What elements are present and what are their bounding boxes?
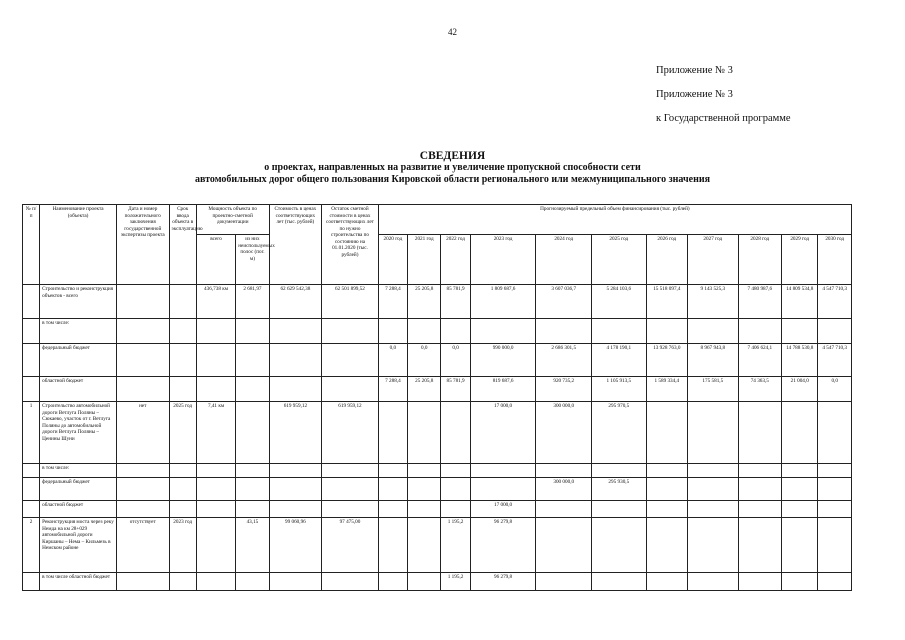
year-value-cell xyxy=(688,318,739,343)
year-value-cell: 1 195,2 xyxy=(441,518,470,573)
year-value-cell xyxy=(408,500,441,517)
document-title: СВЕДЕНИЯ xyxy=(419,150,486,162)
year-value-cell: 13 928 763,0 xyxy=(646,343,687,377)
document-subtitle-2: автомобильных дорог общего пользования Кировской области регионального или межмуниципального значения xyxy=(195,174,710,185)
year-value-cell: 7 406 624,1 xyxy=(738,343,781,377)
term-cell xyxy=(169,318,196,343)
year-value-cell: 7 288,4 xyxy=(378,377,407,402)
year-value-cell: 1 809 687,6 xyxy=(470,285,536,319)
header-term: Срок ввода объекта в эксплуатацию xyxy=(169,205,196,285)
year-value-cell: 9 143 525,3 xyxy=(688,285,739,319)
project-name: областной бюджет xyxy=(40,377,117,402)
term-cell xyxy=(169,377,196,402)
appendix-line-2: Приложение № 3 xyxy=(656,89,733,100)
year-value-cell xyxy=(646,500,687,517)
year-value-cell: 175 581,5 xyxy=(688,377,739,402)
project-name: в том числе: xyxy=(40,463,117,477)
table-row xyxy=(23,285,852,319)
year-value-cell xyxy=(738,500,781,517)
year-value-cell xyxy=(738,402,781,464)
table-row xyxy=(23,478,852,501)
year-value-cell xyxy=(738,518,781,573)
capacity-unused-cell xyxy=(236,377,269,402)
year-value-cell xyxy=(592,518,647,573)
table-row xyxy=(23,463,852,477)
remaining-cell xyxy=(322,343,379,377)
year-value-cell: 920 735,2 xyxy=(536,377,592,402)
year-2023: 2023 год xyxy=(470,235,536,285)
appendix-line-1: Приложение № 3 xyxy=(656,65,733,76)
year-value-cell: 1 589 334,4 xyxy=(646,377,687,402)
capacity-unused-cell xyxy=(236,463,269,477)
remaining-cell xyxy=(322,500,379,517)
cost-cell xyxy=(269,463,322,477)
cost-cell xyxy=(269,500,322,517)
remaining-cell xyxy=(322,463,379,477)
year-2027: 2027 год xyxy=(688,235,739,285)
appendix-line-3: к Государственной программе xyxy=(656,113,791,124)
row-number xyxy=(23,343,40,377)
capacity-total-cell xyxy=(196,463,235,477)
table-row xyxy=(23,573,852,591)
capacity-total-cell xyxy=(196,318,235,343)
term-cell: 2023 год xyxy=(169,518,196,573)
year-value-cell: 25 205,8 xyxy=(408,377,441,402)
year-value-cell: 7 288,4 xyxy=(378,285,407,319)
year-value-cell: 0,0 xyxy=(818,377,852,402)
year-value-cell: 17 000,0 xyxy=(470,500,536,517)
year-value-cell xyxy=(782,402,818,464)
remaining-cell: 619 959,12 xyxy=(322,402,379,464)
year-value-cell: 2 686 301,5 xyxy=(536,343,592,377)
year-value-cell xyxy=(738,463,781,477)
capacity-unused-cell xyxy=(236,500,269,517)
cost-cell xyxy=(269,573,322,591)
project-name: областной бюджет xyxy=(40,500,117,517)
remaining-cell xyxy=(322,478,379,501)
year-value-cell xyxy=(592,318,647,343)
year-value-cell xyxy=(646,478,687,501)
row-number xyxy=(23,318,40,343)
year-value-cell xyxy=(782,463,818,477)
year-value-cell: 21 004,0 xyxy=(782,377,818,402)
year-2025: 2025 год xyxy=(592,235,647,285)
year-value-cell: 15 518 097,4 xyxy=(646,285,687,319)
table-row xyxy=(23,318,852,343)
year-value-cell: 0,0 xyxy=(378,343,407,377)
year-value-cell: 4 547 710,3 xyxy=(818,285,852,319)
year-value-cell xyxy=(592,573,647,591)
document-subtitle-1: о проектах, направленных на развитие и увеличение пропускной способности сети xyxy=(264,162,641,173)
capacity-total-cell: 436,738 км xyxy=(196,285,235,319)
year-2024: 2024 год xyxy=(536,235,592,285)
expertise-cell xyxy=(116,318,169,343)
year-value-cell xyxy=(592,463,647,477)
capacity-total-cell xyxy=(196,500,235,517)
cost-cell xyxy=(269,478,322,501)
term-cell xyxy=(169,343,196,377)
year-value-cell: 7 480 987,6 xyxy=(738,285,781,319)
year-value-cell: 85 781,9 xyxy=(441,377,470,402)
page-number: 42 xyxy=(448,27,457,37)
row-number: 1 xyxy=(23,402,40,464)
year-value-cell xyxy=(536,573,592,591)
year-value-cell xyxy=(818,402,852,464)
year-value-cell: 0,0 xyxy=(408,343,441,377)
capacity-total-cell xyxy=(196,573,235,591)
remaining-cell xyxy=(322,318,379,343)
expertise-cell xyxy=(116,285,169,319)
project-name: федеральный бюджет xyxy=(40,478,117,501)
year-value-cell xyxy=(688,478,739,501)
year-value-cell xyxy=(408,518,441,573)
row-number xyxy=(23,285,40,319)
year-value-cell: 3 607 036,7 xyxy=(536,285,592,319)
year-value-cell xyxy=(646,518,687,573)
year-value-cell: 295 970,5 xyxy=(592,402,647,464)
year-value-cell xyxy=(738,318,781,343)
year-value-cell xyxy=(470,463,536,477)
capacity-total-cell xyxy=(196,478,235,501)
year-value-cell: 14 809 534,8 xyxy=(782,285,818,319)
year-value-cell xyxy=(592,500,647,517)
capacity-unused-cell xyxy=(236,478,269,501)
year-value-cell xyxy=(441,402,470,464)
year-value-cell xyxy=(646,318,687,343)
year-value-cell xyxy=(378,463,407,477)
year-value-cell xyxy=(536,463,592,477)
capacity-unused-cell xyxy=(236,343,269,377)
year-value-cell: 295 930,5 xyxy=(592,478,647,501)
term-cell: 2025 год xyxy=(169,402,196,464)
year-2029: 2029 год xyxy=(782,235,818,285)
header-remaining: Остаток сметной стоимости в ценах соответствующих лет по нужно строительства по состоянию на 01.01.2020 (тыс. рублей) xyxy=(322,205,379,285)
year-value-cell xyxy=(536,318,592,343)
expertise-cell xyxy=(116,463,169,477)
year-value-cell: 5 284 103,6 xyxy=(592,285,647,319)
header-expertise: Дата и номер положительного заключения государственной экспертизы проекта xyxy=(116,205,169,285)
project-name: в том числе: xyxy=(40,318,117,343)
remaining-cell xyxy=(322,573,379,591)
year-value-cell xyxy=(536,518,592,573)
year-value-cell: 14 788 530,8 xyxy=(782,343,818,377)
table-row xyxy=(23,500,852,517)
year-value-cell: 0,0 xyxy=(441,343,470,377)
year-value-cell xyxy=(470,318,536,343)
table-row xyxy=(23,402,852,464)
capacity-unused-cell: 2 681,97 xyxy=(236,285,269,319)
capacity-unused-cell: 43,15 xyxy=(236,518,269,573)
project-name: Реконструкция моста через реку Немда на км 28+029 автомобильной дороги Киршаны – Нема – Кильмезь в Немском районе xyxy=(40,518,117,573)
year-2030: 2030 год xyxy=(818,235,852,285)
year-value-cell xyxy=(378,478,407,501)
cost-cell: 99 060,96 xyxy=(269,518,322,573)
year-value-cell xyxy=(818,573,852,591)
year-value-cell xyxy=(818,500,852,517)
header-num: № п/п xyxy=(23,205,40,285)
table-body xyxy=(23,285,852,591)
year-value-cell xyxy=(536,500,592,517)
expertise-cell xyxy=(116,377,169,402)
year-2022: 2022 год xyxy=(441,235,470,285)
row-number xyxy=(23,463,40,477)
term-cell xyxy=(169,478,196,501)
year-value-cell xyxy=(738,478,781,501)
year-value-cell xyxy=(441,318,470,343)
year-value-cell xyxy=(782,573,818,591)
capacity-total-cell xyxy=(196,377,235,402)
capacity-total-cell xyxy=(196,518,235,573)
year-value-cell: 96 279,8 xyxy=(470,518,536,573)
year-value-cell xyxy=(646,402,687,464)
year-2028: 2028 год xyxy=(738,235,781,285)
year-value-cell xyxy=(818,463,852,477)
year-value-cell xyxy=(688,402,739,464)
year-value-cell xyxy=(688,500,739,517)
year-value-cell xyxy=(408,463,441,477)
capacity-unused-cell xyxy=(236,573,269,591)
year-value-cell: 8 967 943,8 xyxy=(688,343,739,377)
header-forecast: Прогнозируемый предельный объем финансирования (тыс. рублей) xyxy=(378,205,851,235)
year-value-cell: 819 687,6 xyxy=(470,377,536,402)
row-number xyxy=(23,478,40,501)
year-value-cell: 300 000,0 xyxy=(536,402,592,464)
row-number xyxy=(23,573,40,591)
year-value-cell xyxy=(378,402,407,464)
year-value-cell: 4 547 710,3 xyxy=(818,343,852,377)
year-value-cell: 1 105 913,5 xyxy=(592,377,647,402)
year-value-cell xyxy=(408,402,441,464)
year-value-cell xyxy=(782,518,818,573)
term-cell xyxy=(169,500,196,517)
cost-cell: 619 959,12 xyxy=(269,402,322,464)
year-value-cell xyxy=(408,478,441,501)
year-value-cell xyxy=(441,500,470,517)
year-value-cell: 1 195,2 xyxy=(441,573,470,591)
year-value-cell xyxy=(782,478,818,501)
cost-cell xyxy=(269,343,322,377)
year-2020: 2020 год xyxy=(378,235,407,285)
capacity-unused-cell xyxy=(236,318,269,343)
year-value-cell xyxy=(782,318,818,343)
row-number xyxy=(23,500,40,517)
project-name: Строительство автомобильной дороги Ветлуга Поляны – Сюкаево, участок от г. Ветлуга Поляны до автомобильной дороги Ветлуга Поляны – Ценины Шуни xyxy=(40,402,117,464)
cost-cell xyxy=(269,318,322,343)
project-name: в том числе областной бюджет xyxy=(40,573,117,591)
cost-cell: 62 629 542,38 xyxy=(269,285,322,319)
header-name: Наименование проекта (объекта) xyxy=(40,205,117,285)
expertise-cell: нет xyxy=(116,402,169,464)
expertise-cell xyxy=(116,500,169,517)
year-value-cell: 25 205,8 xyxy=(408,285,441,319)
year-value-cell xyxy=(378,573,407,591)
term-cell xyxy=(169,573,196,591)
year-value-cell xyxy=(688,463,739,477)
year-value-cell: 96 279,8 xyxy=(470,573,536,591)
header-cost: Стоимость в ценах соответствующих лет (тыс. рублей) xyxy=(269,205,322,285)
year-value-cell xyxy=(378,318,407,343)
year-value-cell xyxy=(688,518,739,573)
project-name: Строительство и реконструкция объектов - всего xyxy=(40,285,117,319)
year-2026: 2026 год xyxy=(646,235,687,285)
row-number: 2 xyxy=(23,518,40,573)
year-value-cell xyxy=(378,500,407,517)
expertise-cell: отсутствует xyxy=(116,518,169,573)
project-name: федеральный бюджет xyxy=(40,343,117,377)
year-value-cell xyxy=(818,518,852,573)
year-value-cell xyxy=(408,573,441,591)
header-capacity: Мощность объекта по проектно-сметной документации xyxy=(196,205,269,235)
table-row xyxy=(23,518,852,573)
year-value-cell: 17 000,0 xyxy=(470,402,536,464)
year-value-cell xyxy=(441,463,470,477)
year-value-cell: 300 000,0 xyxy=(536,478,592,501)
year-value-cell xyxy=(688,573,739,591)
table-row xyxy=(23,377,852,402)
row-number xyxy=(23,377,40,402)
capacity-total-cell: 7,41 км xyxy=(196,402,235,464)
expertise-cell xyxy=(116,573,169,591)
year-value-cell: 74 363,5 xyxy=(738,377,781,402)
year-value-cell xyxy=(378,518,407,573)
term-cell xyxy=(169,285,196,319)
year-value-cell xyxy=(646,573,687,591)
remaining-cell: 62 501 899,52 xyxy=(322,285,379,319)
year-value-cell: 990 000,0 xyxy=(470,343,536,377)
year-value-cell xyxy=(818,478,852,501)
year-value-cell xyxy=(408,318,441,343)
projects-table xyxy=(22,204,852,591)
year-value-cell xyxy=(738,573,781,591)
cost-cell xyxy=(269,377,322,402)
remaining-cell: 97 475,00 xyxy=(322,518,379,573)
year-value-cell xyxy=(470,478,536,501)
year-value-cell: 4 178 190,1 xyxy=(592,343,647,377)
capacity-total-cell xyxy=(196,343,235,377)
year-value-cell xyxy=(782,500,818,517)
remaining-cell xyxy=(322,377,379,402)
year-value-cell: 85 781,9 xyxy=(441,285,470,319)
expertise-cell xyxy=(116,478,169,501)
year-value-cell xyxy=(441,478,470,501)
year-2021: 2021 год xyxy=(408,235,441,285)
year-value-cell xyxy=(646,463,687,477)
table-row xyxy=(23,343,852,377)
header-capacity-total: всего xyxy=(196,235,235,285)
year-value-cell xyxy=(818,318,852,343)
term-cell xyxy=(169,463,196,477)
header-capacity-unused: из них неиспользуемых полос (пог. м) xyxy=(236,235,269,285)
expertise-cell xyxy=(116,343,169,377)
capacity-unused-cell xyxy=(236,402,269,464)
